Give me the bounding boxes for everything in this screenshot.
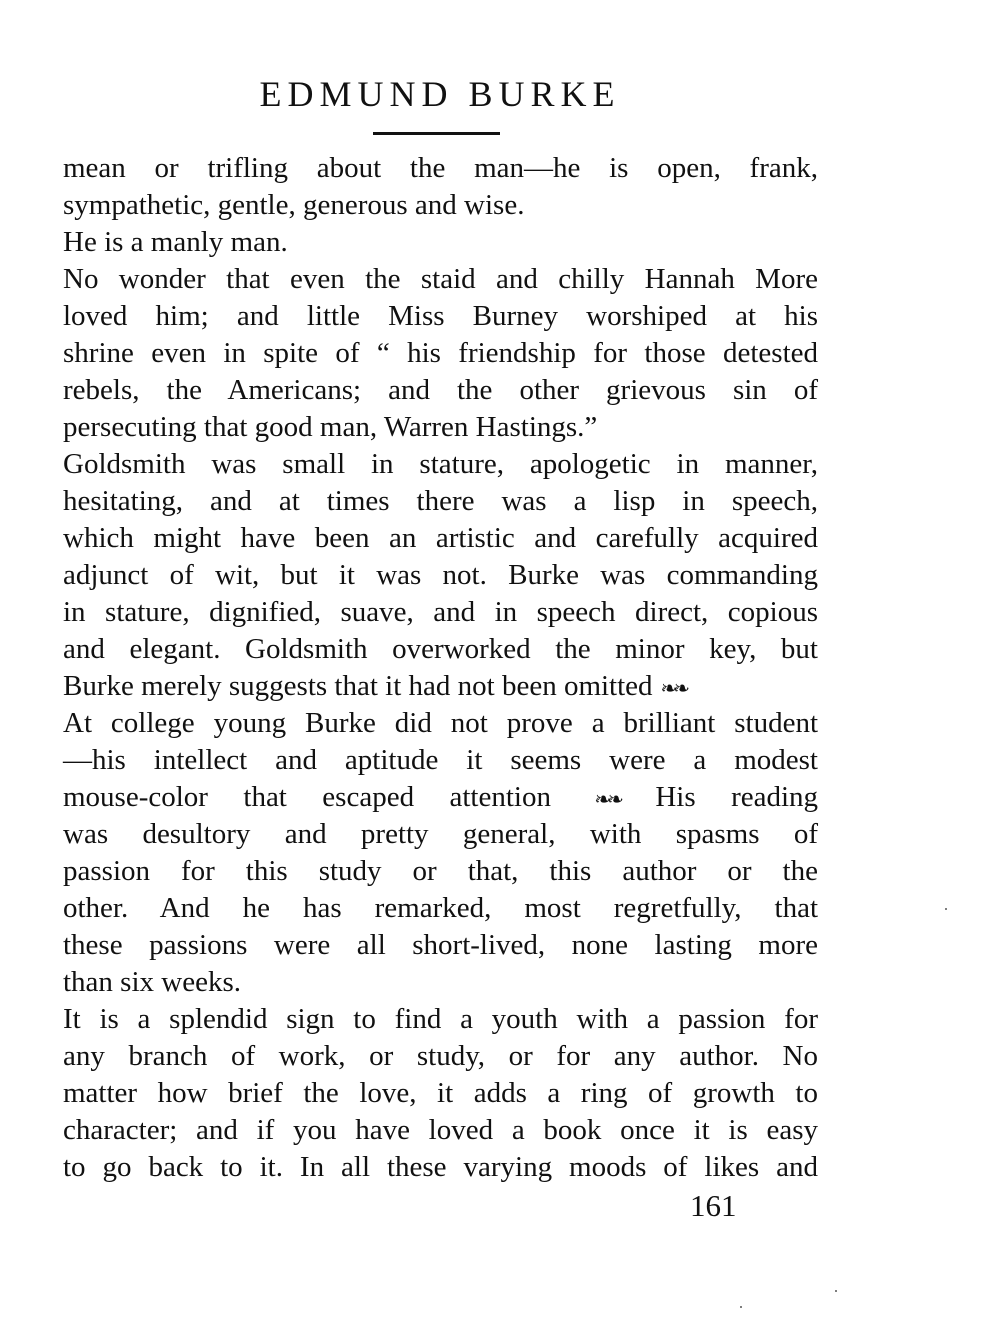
- text-line: He is a manly man.: [63, 226, 288, 258]
- page-number: 161: [690, 1188, 737, 1223]
- text-line: any branch of work, or study, or for any author. No: [63, 1040, 818, 1072]
- text-line: hesitating, and at times there was a lisp in speech,: [63, 485, 818, 517]
- text-line: —his intellect and aptitude it seems were a modest: [63, 744, 818, 776]
- text-line: these passions were all short-lived, none lasting more: [63, 929, 818, 961]
- text-line: in stature, dignified, suave, and in speech direct, copious: [63, 596, 818, 628]
- scan-speck: [740, 1306, 742, 1308]
- text-line: [63, 668, 818, 705]
- text-line: to go back to it. In all these varying moods of likes and: [63, 1151, 818, 1183]
- text-line: No wonder that even the staid and chilly Hannah More: [63, 263, 818, 295]
- scan-speck: [945, 908, 947, 910]
- text-line: character; and if you have loved a book once it is easy: [63, 1114, 818, 1146]
- text-line: rebels, the Americans; and the other grievous sin of: [63, 374, 818, 406]
- body-text: [63, 150, 818, 1186]
- ornament-icon: ❧❧: [594, 787, 620, 811]
- ornament-icon: ❧❧: [660, 676, 687, 700]
- text-line: mean or trifling about the man—he is open, frank,: [63, 152, 818, 184]
- running-head-title: EDMUND BURKE: [259, 74, 621, 114]
- scan-speck: [835, 1290, 837, 1292]
- text-line: was desultory and pretty general, with spasms of: [63, 818, 818, 850]
- text-line: adjunct of wit, but it was not. Burke was commanding: [63, 559, 818, 591]
- text-line: [63, 779, 818, 816]
- text-line: sympathetic, gentle, generous and wise.: [63, 189, 525, 221]
- text-line: Goldsmith was small in stature, apologetic in manner,: [63, 448, 818, 480]
- text-line: which might have been an artistic and carefully acquired: [63, 522, 818, 554]
- text-line: other. And he has remarked, most regretfully, that: [63, 892, 818, 924]
- header-rule: [373, 132, 500, 135]
- text-line: It is a splendid sign to find a youth with a passion for: [63, 1003, 818, 1035]
- text-line: than six weeks.: [63, 966, 241, 998]
- text-line: loved him; and little Miss Burney worshiped at his: [63, 300, 818, 332]
- text-line: persecuting that good man, Warren Hastings.”: [63, 411, 598, 443]
- text-line: At college young Burke did not prove a brilliant student: [63, 707, 818, 739]
- text-line-content: mouse-color that escaped attention: [63, 781, 551, 813]
- text-line: passion for this study or that, this author or the: [63, 855, 818, 887]
- text-line: matter how brief the love, it adds a ring of growth to: [63, 1077, 818, 1109]
- text-line: and elegant. Goldsmith overworked the minor key, but: [63, 633, 818, 665]
- text-line-content: His reading: [655, 781, 819, 813]
- text-line: shrine even in spite of “ his friendship for those detested: [63, 337, 818, 369]
- text-line-content: Burke merely suggests that it had not been omitted: [63, 670, 653, 702]
